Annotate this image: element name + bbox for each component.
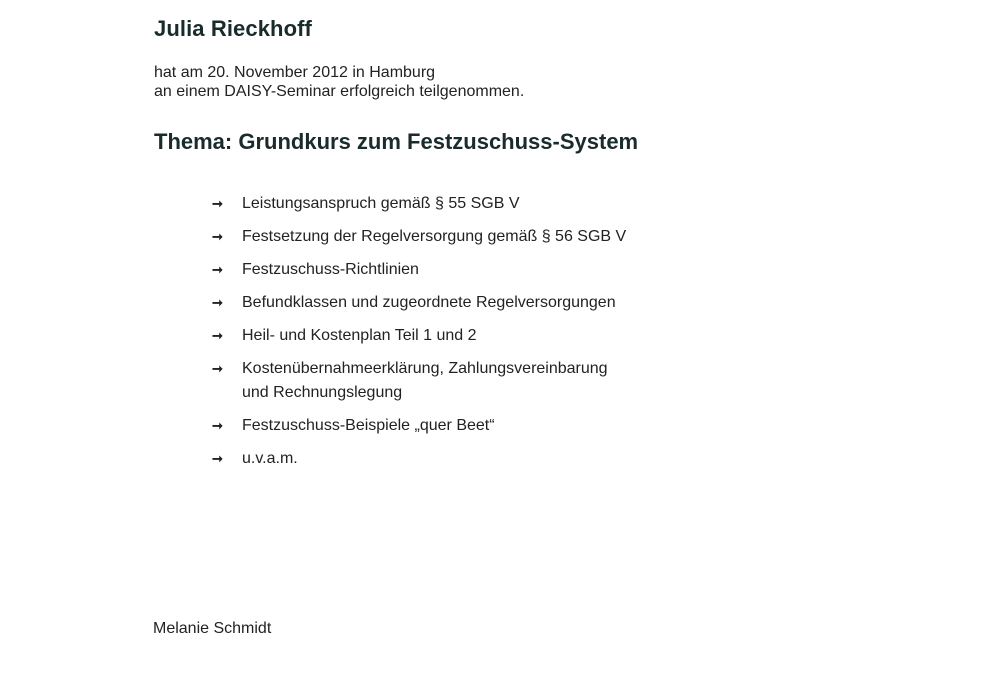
arrow-right-icon: ➞ xyxy=(212,418,223,433)
topic-item xyxy=(212,291,626,315)
topic-item-text: Kostenübernahmeerklärung, Zahlungsvereinbarung xyxy=(242,360,608,377)
arrow-right-icon: ➞ xyxy=(212,229,223,244)
topic-item-text: Befundklassen und zugeordnete Regelversorgungen xyxy=(242,294,616,311)
topic-item-text: Festsetzung der Regelversorgung gemäß § 56 SGB V xyxy=(242,228,627,245)
arrow-right-icon: ➞ xyxy=(212,328,223,343)
topic-item xyxy=(212,357,626,405)
intro-text xyxy=(154,63,524,101)
topic-item xyxy=(212,447,626,471)
participant-name: Julia Rieckhoff xyxy=(154,16,312,41)
topic-item xyxy=(212,258,626,282)
topic-item-text: und Rechnungslegung xyxy=(242,384,403,401)
arrow-right-icon: ➞ xyxy=(212,361,223,376)
topic-item xyxy=(212,192,626,216)
topic-item-text: Heil- und Kostenplan Teil 1 und 2 xyxy=(242,327,477,344)
intro-line: hat am 20. November 2012 in Hamburg xyxy=(154,64,436,81)
arrow-right-icon: ➞ xyxy=(212,295,223,310)
topics-list xyxy=(212,192,626,480)
arrow-right-icon: ➞ xyxy=(212,196,223,211)
topic-item xyxy=(212,414,626,438)
topic-item xyxy=(212,225,626,249)
intro-line: an einem DAISY-Seminar erfolgreich teilgenommen. xyxy=(154,83,525,100)
topic-item-text: u.v.a.m. xyxy=(242,450,298,467)
topic-title: Thema: Grundkurs zum Festzuschuss-System xyxy=(154,129,639,154)
arrow-right-icon: ➞ xyxy=(212,451,223,466)
signatory-name: Melanie Schmidt xyxy=(153,620,272,637)
topic-item xyxy=(212,324,626,348)
topic-item-text: Leistungsanspruch gemäß § 55 SGB V xyxy=(242,195,520,212)
arrow-right-icon: ➞ xyxy=(212,262,223,277)
topic-item-text: Festzuschuss-Beispiele „quer Beet“ xyxy=(242,417,495,434)
topic-item-text: Festzuschuss-Richtlinien xyxy=(242,261,419,278)
